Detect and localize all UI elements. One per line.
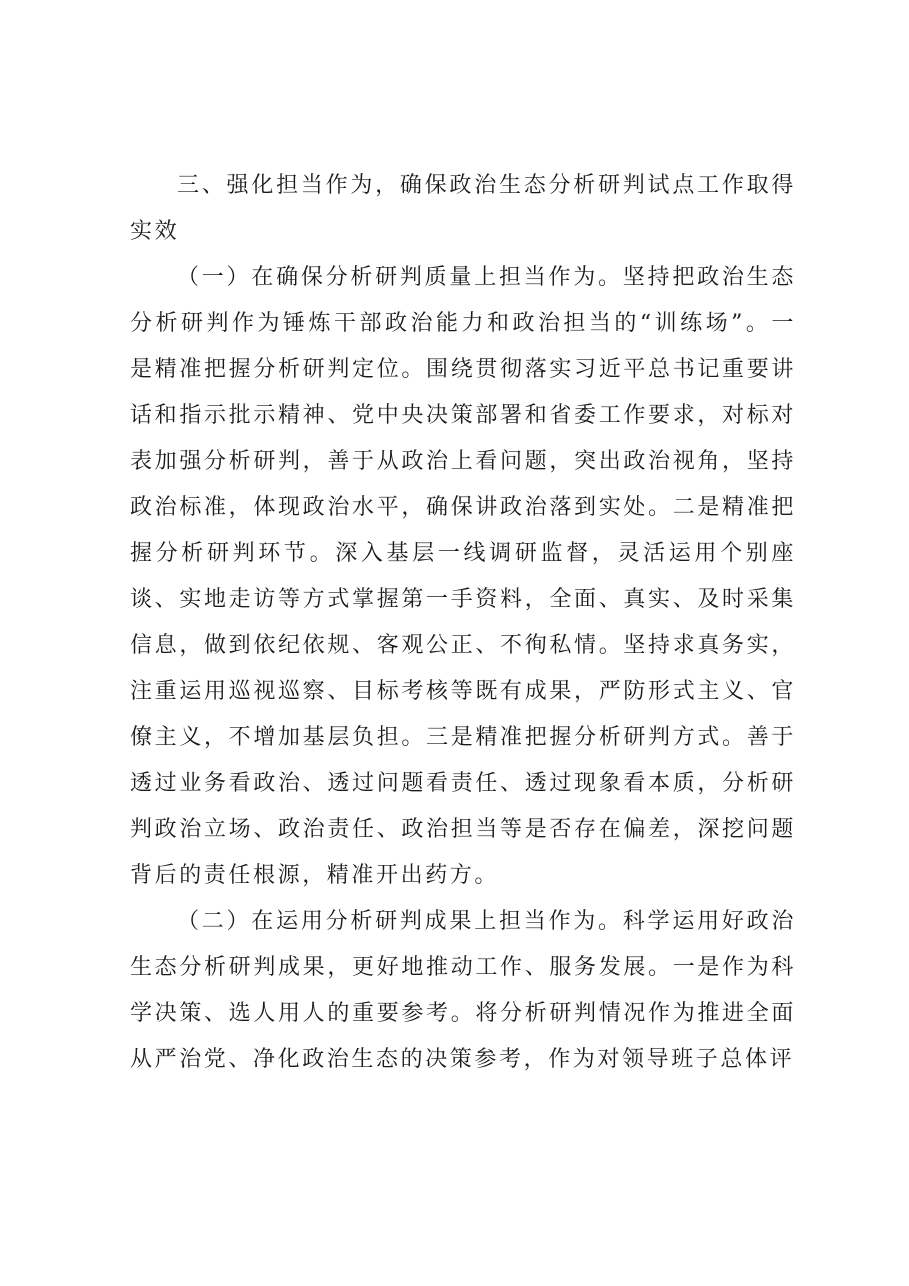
- paragraph-1: （一）在确保分析研判质量上担当作为。坚持把政治生态分析研判作为锤炼干部政治能力和政治担当的“训练场”。一是精准把握分析研判定位。围绕贯彻落实习近平总书记重要讲话和指示批示精神、党中央决策部署和省委工作要求，对标对表加强分析研判，善于从政治上看问题，突出政治视角，坚持政治标准，体现政治水平，确保讲政治落到实处。二是精准把握分析研判环节。深入基层一线调研监督，灵活运用个别座谈、实地走访等方式掌握第一手资料，全面、真实、及时采集信息，做到依纪依规、客观公正、不徇私情。坚持求真务实，注重运用巡视巡察、目标考核等既有成果，严防形式主义、官僚主义，不增加基层负担。三是精准把握分析研判方式。善于透过业务看政治、透过问题看责任、透过现象看本质，分析研判政治立场、政治责任、政治担当等是否存在偏差，深挖问题背后的责任根源，精准开出药方。: [130, 265, 796, 888]
- paragraph-2: （二）在运用分析研判成果上担当作为。科学运用好政治生态分析研判成果，更好地推动工作、服务发展。一是作为科学决策、选人用人的重要参考。将分析研判情况作为推进全面从严治党、净化政治生态的决策参考，作为对领导班子总体评: [130, 909, 796, 1072]
- document-body: [130, 163, 796, 1083]
- section-heading: 三、强化担当作为，确保政治生态分析研判试点工作取得实效: [130, 173, 796, 244]
